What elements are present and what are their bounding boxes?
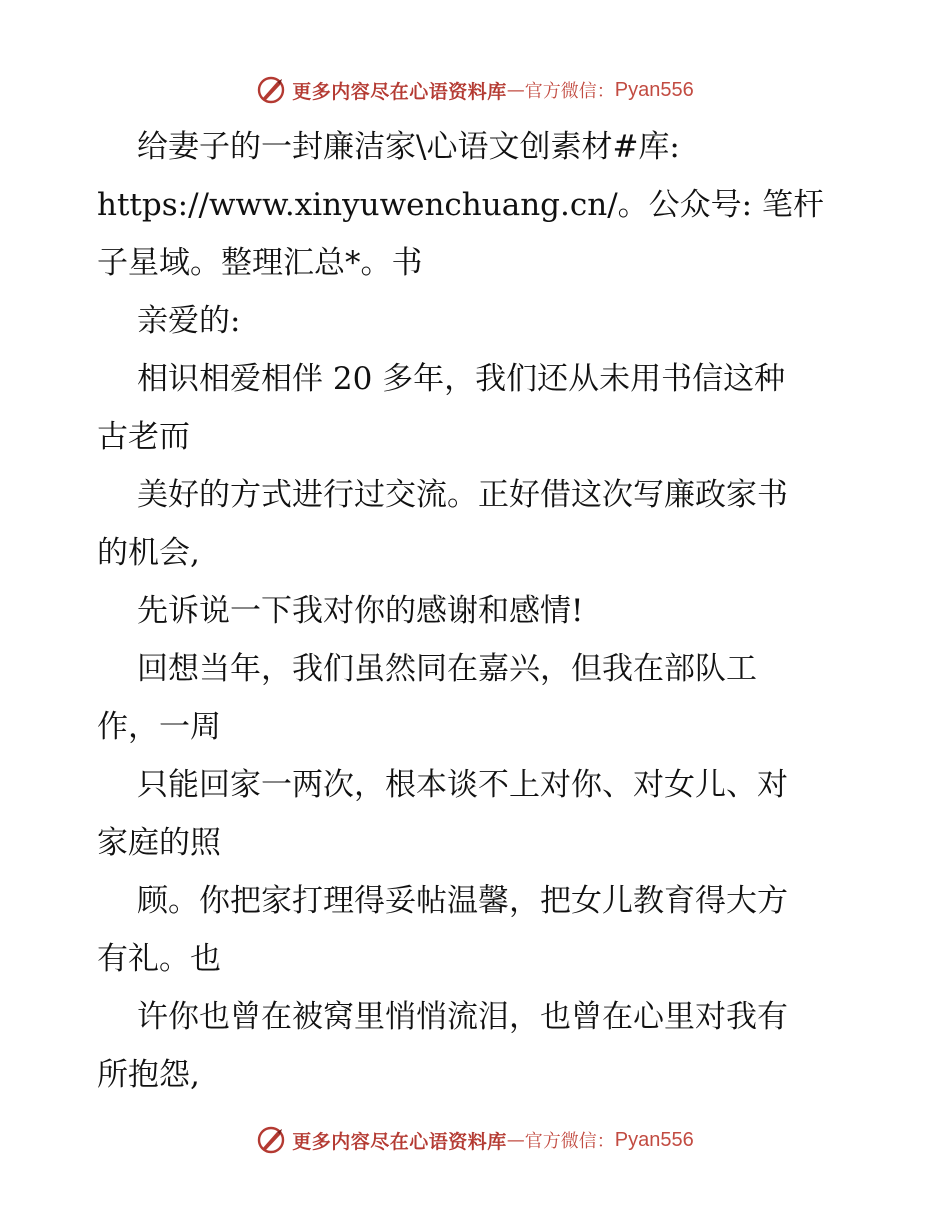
- body-line: 子星域。整理汇总*。书: [97, 245, 423, 281]
- body-line: 所抱怨,: [97, 1057, 200, 1093]
- body-line: 许你也曾在被窝里悄悄流泪，也曾在心里对我有: [137, 999, 788, 1035]
- banner-official-label: 官方微信：: [524, 1131, 615, 1152]
- document-body: [97, 118, 857, 1104]
- body-line: 作，一周: [97, 709, 221, 745]
- banner-dash: —: [506, 1129, 525, 1151]
- body-line: 相识相爱相伴 20 多年，我们还从未用书信这种: [137, 361, 786, 397]
- banner-site-text: 更多内容尽在心语资料库: [292, 1130, 507, 1153]
- body-line: 的机会,: [97, 535, 200, 571]
- body-line: 给妻子的一封廉洁家\心语文创素材#库:: [137, 129, 680, 165]
- header-banner: [0, 70, 950, 110]
- body-line: 回想当年，我们虽然同在嘉兴，但我在部队工: [137, 651, 757, 687]
- banner-site-text: 更多内容尽在心语资料库: [292, 80, 507, 103]
- body-line: https://www.xinyuwenchuang.cn/。公众号: 笔杆: [97, 187, 824, 223]
- body-line: 家庭的照: [97, 825, 221, 861]
- banner-dash: —: [506, 79, 525, 101]
- body-line: 美好的方式进行过交流。正好借这次写廉政家书: [137, 477, 788, 513]
- body-line: 顾。你把家打理得妥帖温馨，把女儿教育得大方: [137, 883, 788, 919]
- body-line: 古老而: [97, 419, 190, 455]
- body-line: 亲爱的:: [137, 303, 241, 339]
- body-line: 只能回家一两次，根本谈不上对你、对女儿、对: [137, 767, 788, 803]
- footer-banner: [0, 1120, 950, 1160]
- body-line: 先诉说一下我对你的感谢和感情!: [137, 593, 584, 629]
- banner-official-label: 官方微信：: [524, 81, 615, 102]
- pen-logo-icon: [256, 75, 286, 105]
- pen-logo-icon: [256, 1125, 286, 1155]
- banner-wechat-id: Pyan556: [614, 1128, 694, 1151]
- body-line: 有礼。也: [97, 941, 221, 977]
- banner-wechat-id: Pyan556: [614, 78, 694, 101]
